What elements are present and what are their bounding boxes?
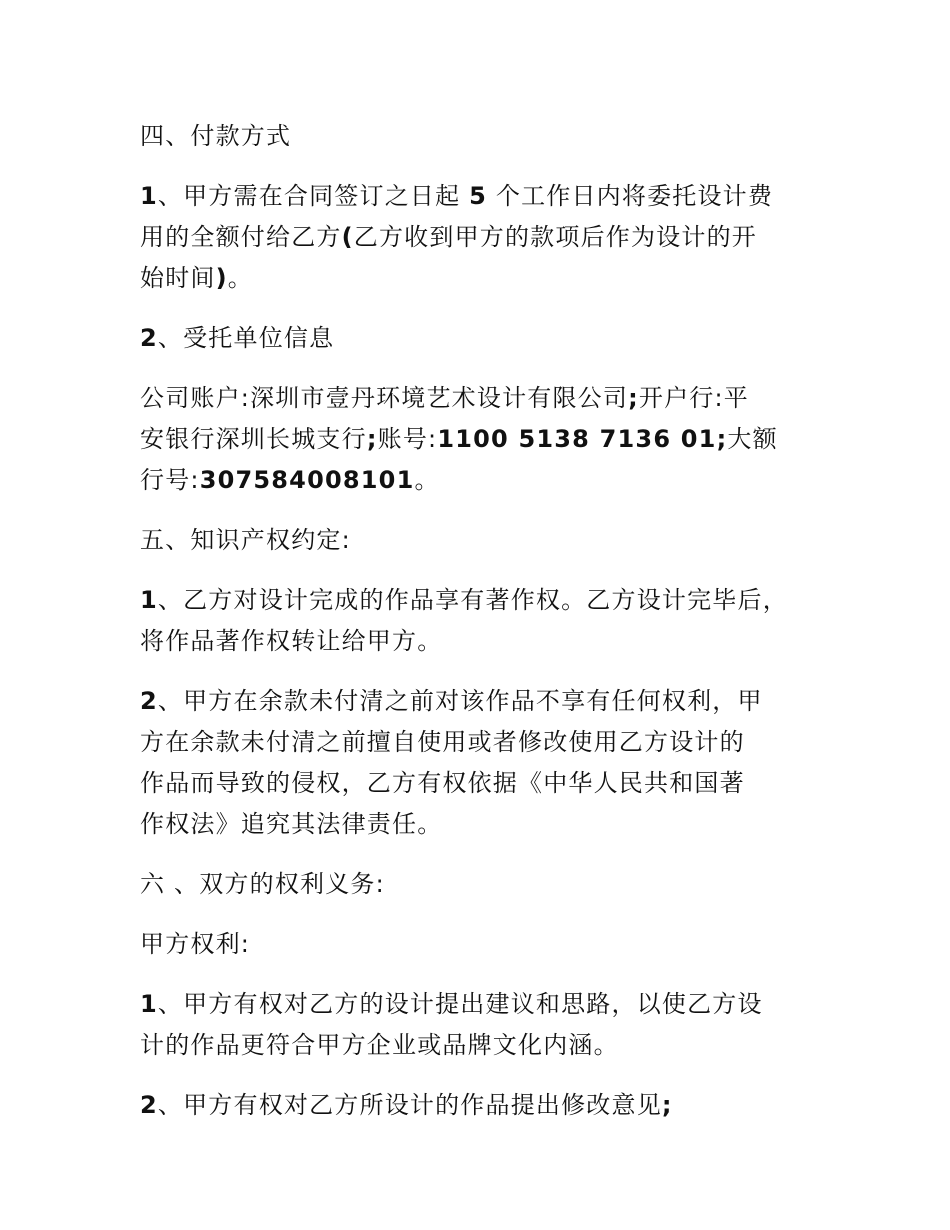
clause-line [140,378,830,419]
clause-text: 、甲方在余款未付清之前对该作品不享有任何权利，甲 [157,687,763,715]
clause-line [140,763,830,804]
clause-line [140,419,830,460]
clause-paragraph [140,378,830,501]
clause-text: 、甲方有权对乙方的设计提出建议和思路，以使乙方设 [157,990,763,1018]
section-heading [140,116,830,157]
clause-line [140,580,830,621]
clause-line [140,258,830,299]
clause-bold-text: 307584008101 [199,466,415,494]
document-body [140,116,830,1145]
clause-text: 计的作品更符合甲方企业或品牌文化内涵。 [140,1031,619,1059]
clause-text: 行号: [140,466,200,494]
clause-line [140,217,830,258]
section-heading [140,520,830,561]
clause-text: 用的全额付给乙方 [140,223,342,251]
clause-line [140,621,830,662]
clause-line [140,318,830,359]
clause-number: 1 [140,182,158,210]
section-heading [140,864,830,905]
clause-line [140,804,830,845]
clause-line [140,1025,830,1066]
clause-text: 将作品著作权转让给甲方。 [140,627,443,655]
section-heading-text: 六 、双方的权利义务: [140,870,385,898]
clause-text: 个工作日内将委托设计费 [487,182,774,210]
clause-line [140,722,830,763]
clause-bold-text: ( [341,223,354,251]
clause-text: 方在余款未付清之前擅自使用或者修改使用乙方设计的 [140,728,745,756]
clause-number: 2 [140,324,158,352]
clause-text: 账号: [377,425,438,453]
clause-text: 作品而导致的侵权，乙方有权依据《中华人民共和国著 [140,769,745,797]
clause-paragraph [140,681,830,845]
clause-line [140,984,830,1025]
clause-bold-text: ; [661,1091,673,1119]
clause-paragraph [140,580,830,662]
clause-paragraph [140,1085,830,1126]
clause-line [140,460,830,501]
clause-bold-text: 1100 5138 7136 01; [437,425,728,453]
clause-text: 公司账户:深圳市壹丹环境艺术设计有限公司 [140,384,629,412]
clause-text: 甲方权利: [140,930,251,958]
clause-text: 、乙方对设计完成的作品享有著作权。乙方设计完毕后， [157,586,788,614]
clause-bold-text: ; [366,425,378,453]
section-heading-text: 四、付款方式 [140,122,292,150]
clause-bold-text: 5 [469,182,488,210]
clause-text: 始时间 [140,264,216,292]
clause-line [140,924,830,965]
clause-number: 2 [140,687,158,715]
clause-line [140,1085,830,1126]
clause-paragraph [140,176,830,299]
clause-line [140,681,830,722]
clause-text: 、受托单位信息 [157,324,335,352]
clause-text: 、甲方有权对乙方所设计的作品提出修改意见 [157,1091,662,1119]
clause-paragraph [140,984,830,1066]
clause-paragraph [140,924,830,965]
clause-text: 乙方收到甲方的款项后作为设计的开 [353,223,757,251]
clause-bold-text: ) [215,264,228,292]
clause-text: 。 [227,264,253,292]
clause-number: 2 [140,1091,158,1119]
clause-number: 1 [140,990,158,1018]
clause-text: 作权法》追究其法律责任。 [140,810,443,838]
clause-paragraph [140,318,830,359]
clause-text: 开户行:平 [638,384,749,412]
section-heading-text: 五、知识产权约定: [140,526,351,554]
clause-text: 大额 [727,425,778,453]
clause-number: 1 [140,586,158,614]
clause-line [140,176,830,217]
clause-text: 、甲方需在合同签订之日起 [157,182,470,210]
clause-text: 安银行深圳长城支行 [140,425,367,453]
clause-bold-text: ; [628,384,639,412]
clause-text: 。 [414,466,440,494]
